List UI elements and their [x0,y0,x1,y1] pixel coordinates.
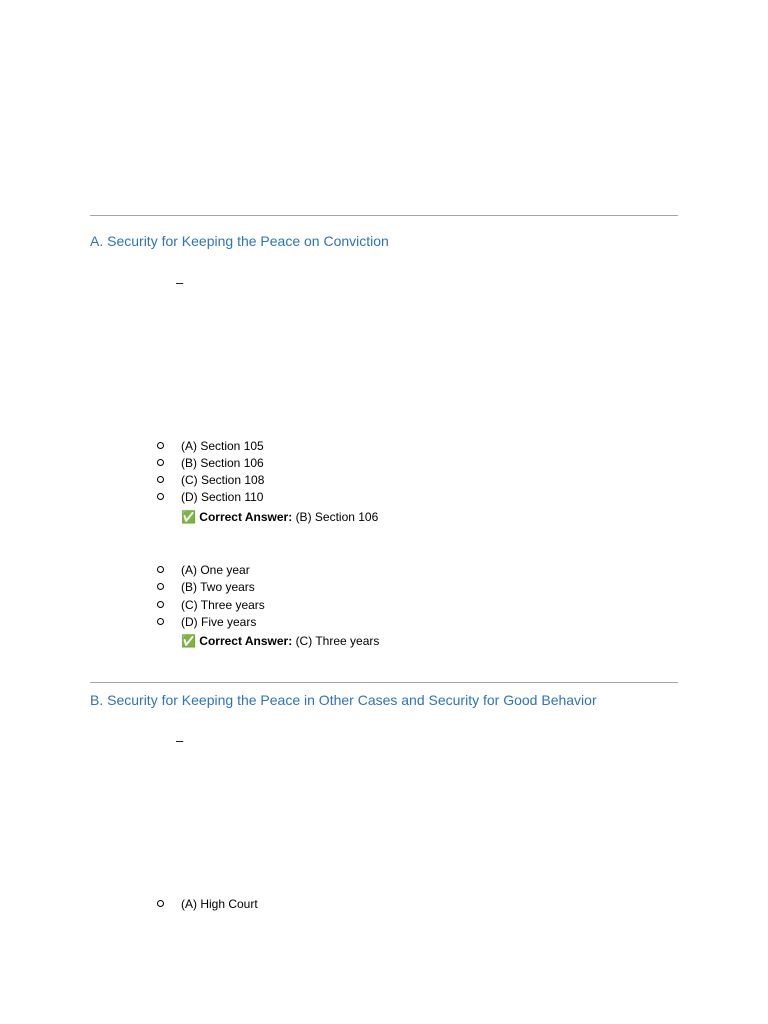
bullet-circle-icon [157,618,164,625]
check-mark-icon: ✅ [181,510,196,524]
bullet-circle-icon [157,900,164,907]
answer-label: Correct Answer: [199,510,293,524]
bullet-circle-icon [157,493,164,500]
question-dash: – [176,275,184,290]
section-divider [90,215,678,216]
bullet-circle-icon [157,583,164,590]
section-b-heading: B. Security for Keeping the Peace in Other Cases and Security for Good Behavior [90,692,597,708]
answer-value: (B) Section 106 [295,510,379,524]
bullet-circle-icon [157,476,164,483]
answer-label: Correct Answer: [199,634,293,648]
bullet-circle-icon [157,442,164,449]
check-mark-icon: ✅ [181,634,196,648]
question-dash: – [176,733,184,748]
correct-answer [181,509,378,526]
section-divider [90,682,678,683]
section-a-heading: A. Security for Keeping the Peace on Conviction [90,233,389,249]
bullet-circle-icon [157,601,164,608]
bullet-circle-icon [157,459,164,466]
correct-answer [181,633,379,650]
answer-value: (C) Three years [295,634,380,648]
bullet-circle-icon [157,566,164,573]
